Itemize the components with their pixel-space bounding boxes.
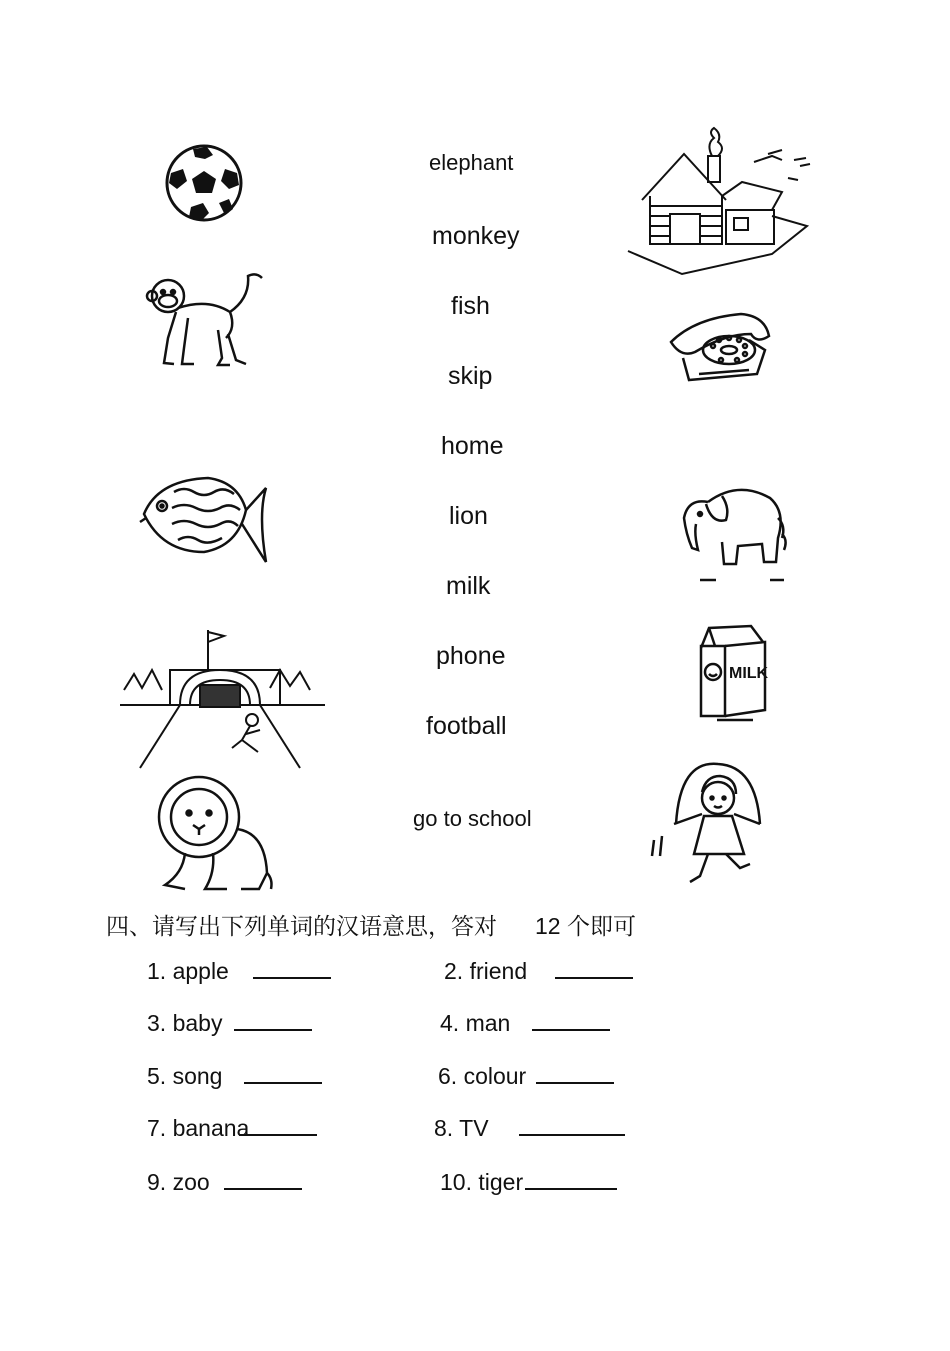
item-friend	[444, 958, 633, 985]
section-four-label: 四、请写出下列单词的汉语意思，答对	[106, 914, 497, 940]
item-label: 8. TV	[434, 1115, 489, 1141]
word-monkey: monkey	[432, 222, 520, 250]
word-milk: milk	[446, 572, 491, 600]
answer-blank	[525, 1170, 617, 1190]
item-label: 10. tiger	[440, 1169, 524, 1195]
section-four-heading	[106, 908, 636, 941]
lion-picture	[155, 773, 275, 895]
item-man	[440, 1010, 610, 1037]
item-apple	[147, 958, 331, 985]
item-tiger	[440, 1169, 617, 1196]
answer-blank	[224, 1170, 302, 1190]
word-elephant: elephant	[429, 150, 514, 175]
svg-text:MILK: MILK	[729, 665, 769, 682]
girl-skipping-picture	[640, 758, 790, 888]
house-picture	[622, 126, 817, 281]
item-label: 4. man	[440, 1010, 511, 1036]
word-go-to-school: go to school	[413, 806, 532, 831]
answer-blank	[234, 1011, 312, 1031]
word-skip: skip	[448, 362, 493, 390]
answer-blank	[519, 1116, 625, 1136]
word-home: home	[441, 432, 504, 460]
word-football: football	[426, 712, 507, 740]
telephone-picture	[665, 308, 775, 390]
item-label: 6. colour	[438, 1063, 527, 1089]
elephant-picture	[678, 478, 788, 583]
answer-blank	[532, 1011, 610, 1031]
item-label: 3. baby	[147, 1010, 223, 1036]
answer-blank	[536, 1064, 614, 1084]
word-lion: lion	[449, 502, 488, 530]
answer-blank	[253, 959, 331, 979]
item-label: 7. banana	[147, 1115, 250, 1141]
item-label: 9. zoo	[147, 1169, 210, 1195]
word-fish: fish	[451, 292, 490, 320]
milk-carton-picture	[693, 622, 773, 722]
item-baby	[147, 1010, 312, 1037]
answer-blank	[555, 959, 633, 979]
item-colour	[438, 1063, 614, 1090]
item-label: 2. friend	[444, 958, 528, 984]
item-label: 1. apple	[147, 958, 229, 984]
item-tv	[434, 1115, 625, 1142]
answer-blank	[244, 1064, 322, 1084]
item-banana	[147, 1115, 317, 1142]
answer-blank	[239, 1116, 317, 1136]
item-label: 5. song	[147, 1063, 223, 1089]
section-four-count: 12 个即可	[535, 913, 636, 939]
monkey-picture	[138, 268, 268, 373]
item-zoo	[147, 1169, 302, 1196]
word-phone: phone	[436, 642, 506, 670]
fish-picture	[138, 462, 268, 567]
item-song	[147, 1063, 322, 1090]
school-picture	[120, 630, 325, 770]
football-picture	[163, 143, 245, 223]
